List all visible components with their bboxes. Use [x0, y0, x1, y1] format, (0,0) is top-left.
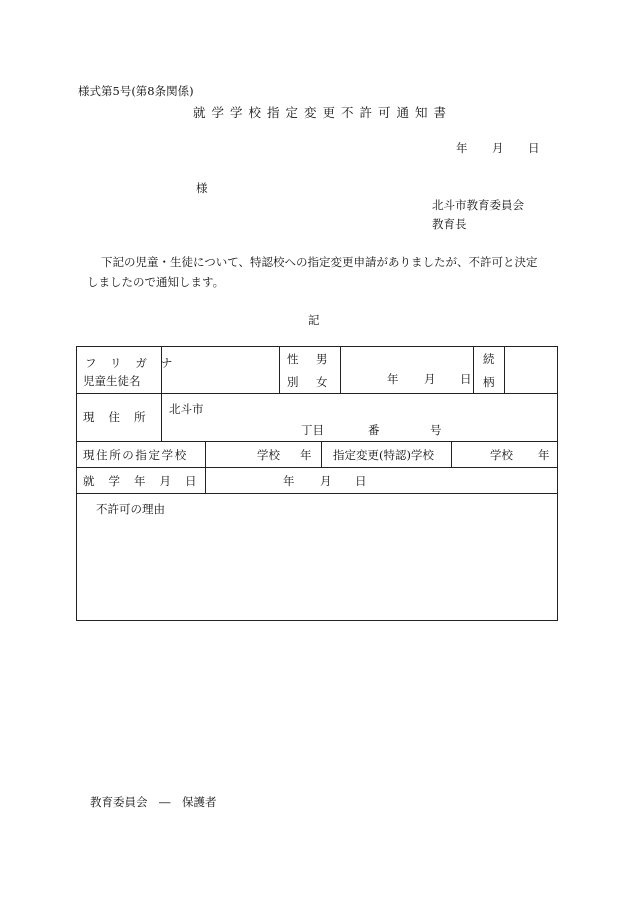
enroll-day: 日	[355, 474, 367, 488]
birth-month: 月	[424, 372, 436, 386]
changed-school-suffix: 学校	[490, 448, 513, 462]
col-divider	[473, 347, 474, 393]
form-table	[76, 346, 558, 621]
furigana-label: フリガナ	[85, 356, 187, 370]
document-title: 就学学校指定変更不許可通知書	[193, 105, 453, 120]
col-divider	[504, 347, 505, 393]
col-divider	[321, 441, 322, 467]
ki-mark: 記	[308, 313, 320, 327]
enroll-date-label: 就学年月日	[83, 474, 211, 488]
date-month: 月	[492, 141, 504, 155]
changed-school-label: 指定変更(特認)学校	[333, 448, 434, 462]
address-label: 現住所	[83, 410, 160, 424]
changed-grade-suffix: 年	[538, 448, 550, 462]
issuer-title: 教育長	[432, 217, 467, 231]
enroll-month: 月	[320, 474, 332, 488]
birth-year: 年	[387, 372, 399, 386]
gender-male: 男	[316, 352, 328, 366]
address-chome: 丁目	[301, 423, 324, 437]
designated-school-label: 現住所の指定学校	[83, 448, 188, 462]
date-day: 日	[528, 141, 540, 155]
denial-reason-label: 不許可の理由	[96, 502, 165, 516]
date-year: 年	[456, 141, 468, 155]
col-divider	[279, 347, 280, 393]
student-name-label: 児童生徒名	[83, 374, 141, 388]
address-go: 号	[430, 423, 442, 437]
distribution-line: 教育委員会 ― 保護者	[90, 795, 217, 809]
form-number: 様式第5号(第8条関係)	[78, 84, 194, 98]
body-line-2: しましたので通知します。	[87, 275, 225, 289]
address-city: 北斗市	[169, 402, 204, 416]
addressee-suffix: 様	[196, 181, 208, 195]
col-divider	[205, 441, 206, 467]
gender-label-bottom: 別	[287, 375, 299, 389]
issuer-org: 北斗市教育委員会	[432, 198, 524, 212]
row-divider	[77, 441, 557, 442]
gender-label-top: 性	[287, 352, 299, 366]
col-divider	[451, 441, 452, 467]
body-line-1: 下記の児童・生徒について、特認校への指定変更申請がありましたが、不許可と決定	[101, 255, 538, 269]
col-divider	[340, 347, 341, 393]
row-divider	[77, 493, 557, 494]
row-divider	[77, 467, 557, 468]
enroll-year: 年	[283, 474, 295, 488]
col-divider	[161, 393, 162, 441]
gender-female: 女	[316, 375, 328, 389]
birth-day: 日	[460, 372, 472, 386]
address-ban: 番	[368, 423, 380, 437]
relation-label-bottom: 柄	[483, 375, 495, 389]
row-divider	[77, 393, 557, 394]
relation-label-top: 続	[483, 352, 495, 366]
designated-school-suffix: 学校	[257, 448, 280, 462]
designated-grade-suffix: 年	[300, 448, 312, 462]
